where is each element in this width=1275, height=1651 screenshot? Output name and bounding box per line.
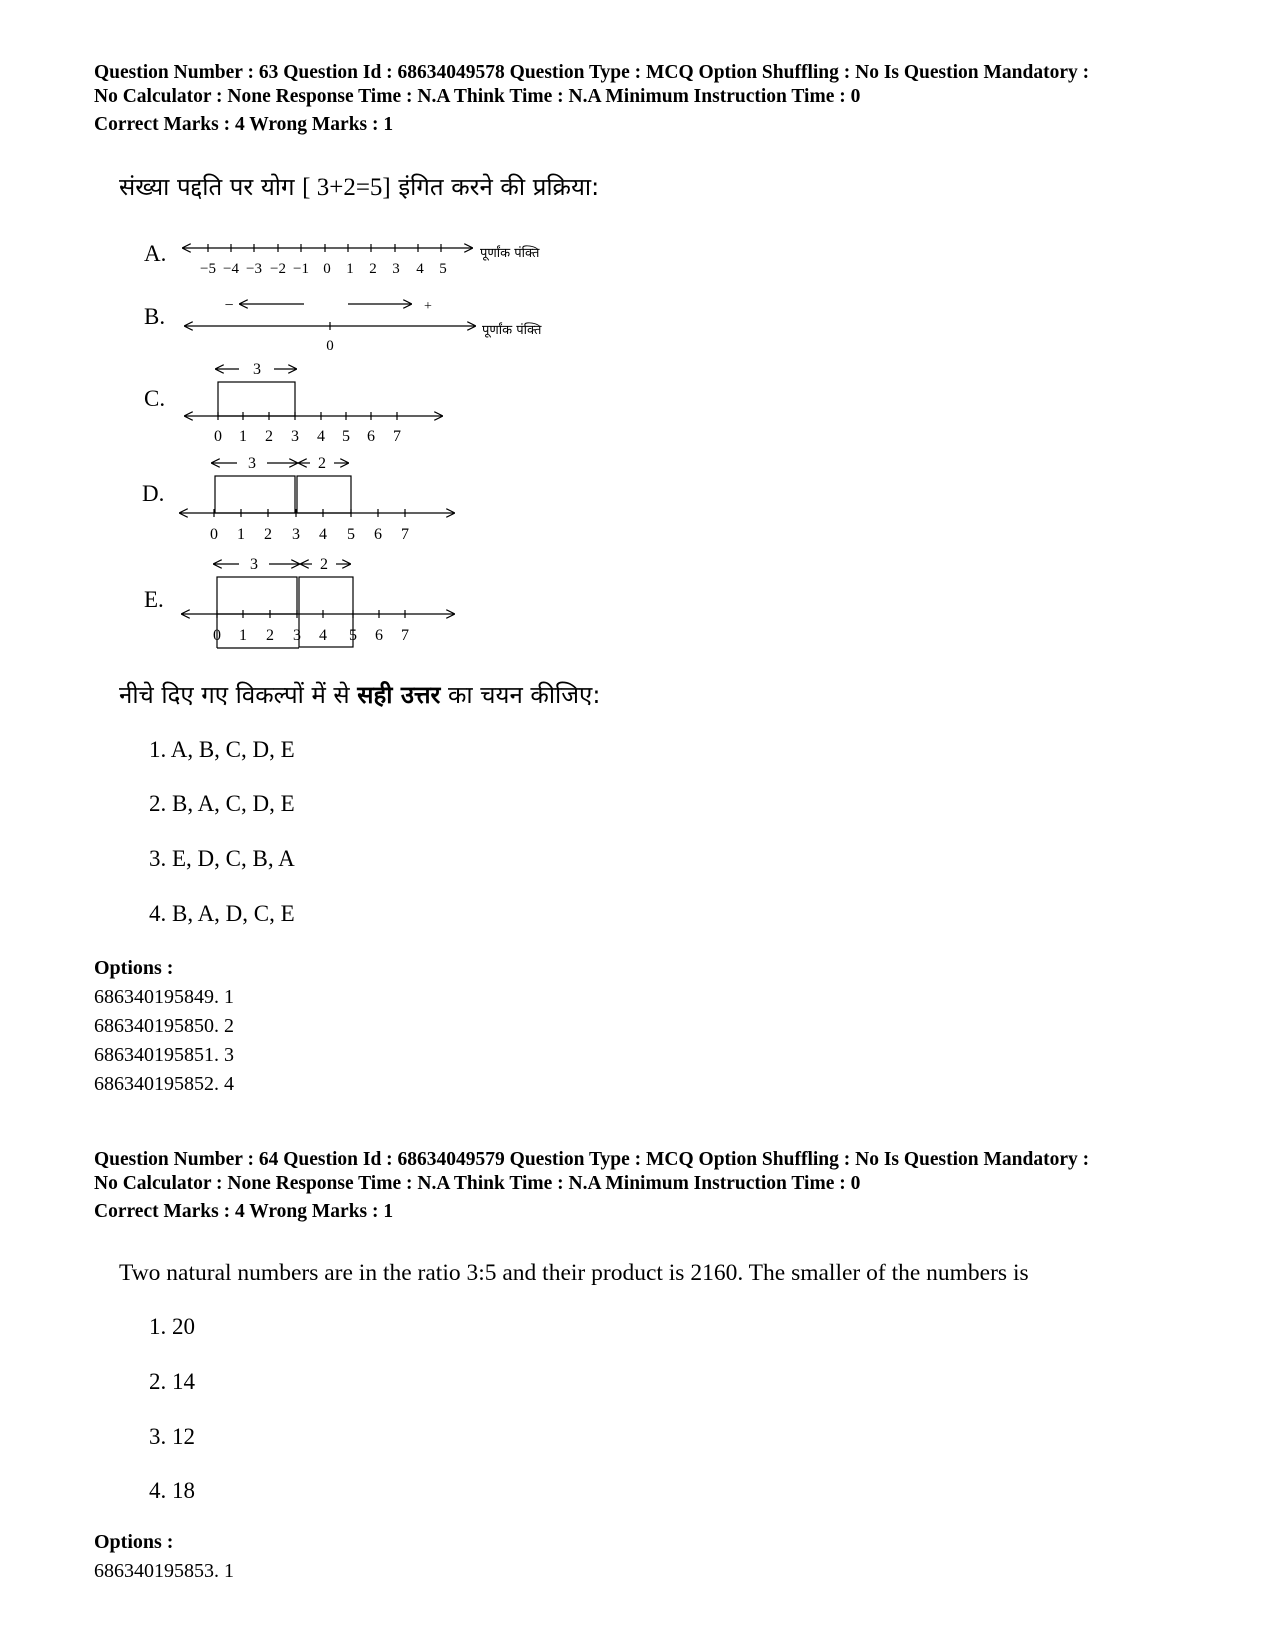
q64-header-line2: No Calculator : None Response Time : N.A Think Time : N.A Minimum Instruction Time : 0 <box>94 1173 861 1194</box>
span-label-2: 2 <box>318 455 326 472</box>
q63-option-1: 686340195849. 1 <box>94 986 234 1008</box>
tick-label: 5 <box>349 627 357 644</box>
diagram-label-b: B. <box>144 304 166 329</box>
tick-label: −4 <box>223 261 239 277</box>
tick-label: 3 <box>293 627 301 644</box>
span-box-d-3 <box>215 476 295 513</box>
tick-label: 0 <box>323 261 331 277</box>
diagram-label-c: C. <box>144 386 166 411</box>
span-label-3: 3 <box>253 361 261 378</box>
q63-choice-3: 3. E, D, C, B, A <box>149 846 295 871</box>
q64-prompt: Two natural numbers are in the ratio 3:5 and their product is 2160. The smaller of the numbers is <box>119 1260 1029 1286</box>
q63-options-label: Options : <box>94 957 174 979</box>
tick-label: 4 <box>317 428 325 445</box>
axis-label-b: पूर्णांक पंक्ति <box>482 323 542 338</box>
q63-prompt-pre: संख्या पद्दति पर योग <box>119 173 303 201</box>
tick-label: 2 <box>266 627 274 644</box>
tick-label: 5 <box>347 526 355 543</box>
span-box-e-3 <box>217 577 297 614</box>
tick-label: 0 <box>214 428 222 445</box>
tick-label: 0 <box>213 627 221 644</box>
tick-label: 1 <box>346 261 354 277</box>
tick-label: −1 <box>293 261 309 277</box>
diagram-label-d: D. <box>142 481 165 506</box>
q63-marks: Correct Marks : 4 Wrong Marks : 1 <box>94 114 394 135</box>
span-label-3: 3 <box>248 455 256 472</box>
axis-label-a: पूर्णांक पंक्ति <box>480 246 540 261</box>
q63-option-3: 686340195851. 3 <box>94 1044 234 1066</box>
tick-label: 5 <box>439 261 447 277</box>
tick-label: 0 <box>210 526 218 543</box>
q63-header-line1: Question Number : 63 Question Id : 68634049578 Question Type : MCQ Option Shuffling : No Is Question Mandatory : <box>94 62 1090 83</box>
q63-prompt-post: इंगित करने की प्रक्रिया: <box>390 173 600 201</box>
q63-choice-2: 2. B, A, C, D, E <box>149 791 295 816</box>
diagram-label-e: E. <box>144 587 164 612</box>
tick-label: 3 <box>291 428 299 445</box>
q63-option-4: 686340195852. 4 <box>94 1073 234 1095</box>
q64-marks: Correct Marks : 4 Wrong Marks : 1 <box>94 1201 394 1222</box>
q63-select-post: का चयन कीजिए: <box>440 681 601 709</box>
tick-label: 2 <box>265 428 273 445</box>
tick-label: 1 <box>237 526 245 543</box>
tick-label: 7 <box>401 627 409 644</box>
q64-header-line1: Question Number : 64 Question Id : 68634049579 Question Type : MCQ Option Shuffling : No Is Question Mandatory : <box>94 1149 1090 1170</box>
minus-sign: − <box>224 297 234 314</box>
tick-label: 5 <box>342 428 350 445</box>
q64-choice-4: 4. 18 <box>149 1478 195 1503</box>
q64-choice-2: 2. 14 <box>149 1369 195 1394</box>
tick-label: 4 <box>319 627 327 644</box>
q64-option-1: 686340195853. 1 <box>94 1560 234 1582</box>
tick-label: −3 <box>246 261 262 277</box>
span-box-c <box>218 382 295 416</box>
q63-header-line2: No Calculator : None Response Time : N.A Think Time : N.A Minimum Instruction Time : 0 <box>94 86 861 107</box>
tick-label: −5 <box>200 261 216 277</box>
tick-label: 1 <box>239 627 247 644</box>
q63-select-pre: नीचे दिए गए विकल्पों में से <box>119 681 358 709</box>
zero-label: 0 <box>326 338 334 354</box>
tick-label: 6 <box>374 526 382 543</box>
diagram-label-a: A. <box>144 241 167 266</box>
span-box-d-2 <box>297 476 351 513</box>
tick-label: 4 <box>319 526 327 543</box>
q63-choice-4: 4. B, A, D, C, E <box>149 901 295 926</box>
number-line-diagram <box>0 0 1275 680</box>
q63-select-instruction <box>119 680 600 711</box>
tick-label: 2 <box>264 526 272 543</box>
tick-label: 1 <box>239 428 247 445</box>
tick-label: 2 <box>369 261 377 277</box>
tick-label: 7 <box>393 428 401 445</box>
q64-options-label: Options : <box>94 1531 174 1553</box>
q64-choice-1: 1. 20 <box>149 1314 195 1339</box>
q64-choice-3: 3. 12 <box>149 1424 195 1449</box>
q63-select-bold: सही उत्तर <box>357 681 441 709</box>
tick-label: 3 <box>392 261 400 277</box>
plus-sign: + <box>424 299 432 314</box>
tick-label: 3 <box>292 526 300 543</box>
tick-label: 6 <box>375 627 383 644</box>
q63-prompt-eq: [ 3+2=5] <box>302 174 391 201</box>
span-label-2: 2 <box>320 556 328 573</box>
q63-choice-1: 1. A, B, C, D, E <box>149 737 295 762</box>
tick-label: 7 <box>401 526 409 543</box>
q63-option-2: 686340195850. 2 <box>94 1015 234 1037</box>
tick-label: −2 <box>270 261 286 277</box>
span-label-3: 3 <box>250 556 258 573</box>
tick-label: 6 <box>367 428 375 445</box>
tick-label: 4 <box>416 261 424 277</box>
